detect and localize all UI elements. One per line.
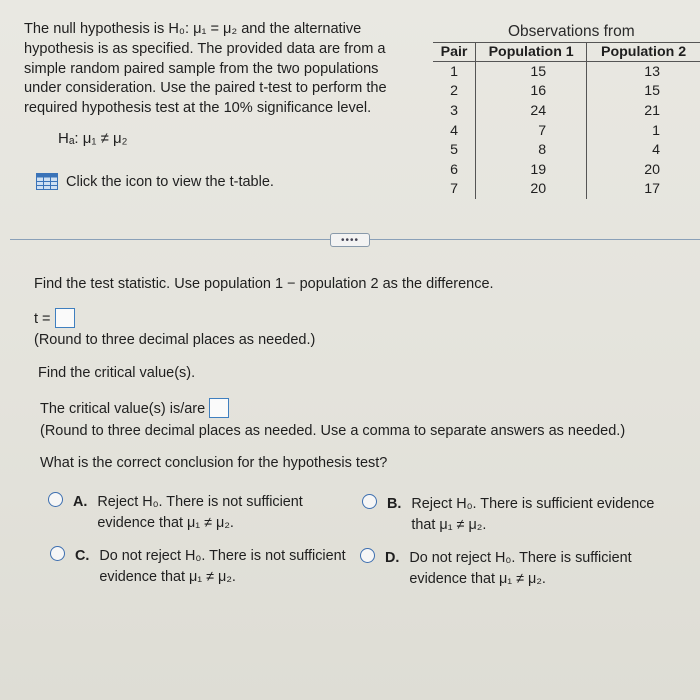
choice-text: evidence that μ₁ ≠ μ₂. xyxy=(409,571,546,587)
choice-a[interactable] xyxy=(48,492,317,534)
table-cell: 4 xyxy=(652,142,660,159)
column-header: Population 1 xyxy=(476,43,587,62)
critical-answer-input[interactable] xyxy=(209,398,229,418)
table-caption: Observations from xyxy=(508,23,635,40)
choice-letter: A. xyxy=(73,494,88,510)
choice-letter: C. xyxy=(75,548,90,564)
radio-button[interactable] xyxy=(362,494,377,509)
table-row xyxy=(433,101,700,121)
critical-prompt: Find the critical value(s). xyxy=(38,365,196,381)
table-cell: 13 xyxy=(644,63,660,80)
table-cell: 8 xyxy=(476,140,587,160)
intro-line: hypothesis is as specified. The provided data are from a xyxy=(24,40,386,57)
table-cell: 4 xyxy=(433,121,476,141)
intro-line: under consideration. Use the paired t-test to perform the xyxy=(24,80,387,97)
table-cell: 5 xyxy=(433,140,476,160)
ttable-link[interactable] xyxy=(36,173,274,190)
expand-button[interactable]: •••• xyxy=(330,233,370,247)
t-answer-row xyxy=(34,308,75,328)
table-cell: 3 xyxy=(433,101,476,121)
table-cell: 17 xyxy=(644,181,660,198)
choice-d[interactable] xyxy=(360,548,669,590)
choice-b[interactable] xyxy=(362,494,681,536)
conclusion-prompt: What is the correct conclusion for the hypothesis test? xyxy=(40,455,388,471)
table-cell: 19 xyxy=(476,160,587,180)
intro-line: simple random paired sample from the two populations xyxy=(24,60,379,77)
intro-line: The null hypothesis is H₀: μ₁ = μ₂ and the alternative xyxy=(24,21,362,37)
observations-table xyxy=(433,42,700,199)
table-cell: 20 xyxy=(476,180,587,200)
choice-letter: D. xyxy=(385,550,400,566)
table-cell: 1 xyxy=(652,122,660,139)
choice-text: that μ₁ ≠ μ₂. xyxy=(411,517,487,533)
table-cell: 16 xyxy=(476,82,587,102)
choice-text: Do not reject H₀. There is not sufficient xyxy=(99,548,346,564)
t-answer-input[interactable] xyxy=(55,308,75,328)
table-cell: 15 xyxy=(476,62,587,82)
t-note: (Round to three decimal places as needed.) xyxy=(34,332,316,348)
column-header: Population 2 xyxy=(587,43,700,62)
choice-letter: B. xyxy=(387,496,402,512)
table-row xyxy=(433,82,700,102)
choice-text: Reject H₀. There is sufficient evidence xyxy=(411,496,655,512)
radio-button[interactable] xyxy=(48,492,63,507)
table-row xyxy=(433,140,700,160)
table-icon[interactable] xyxy=(36,173,58,190)
radio-button[interactable] xyxy=(360,548,375,563)
choice-text: evidence that μ₁ ≠ μ₂. xyxy=(97,515,234,531)
choice-text: evidence that μ₁ ≠ μ₂. xyxy=(99,569,236,585)
table-row xyxy=(433,180,700,200)
table-row xyxy=(433,160,700,180)
table-cell: 24 xyxy=(476,101,587,121)
table-header-row xyxy=(433,43,700,62)
table-row xyxy=(433,121,700,141)
test-stat-prompt: Find the test statistic. Use population 1 − population 2 as the difference. xyxy=(34,276,494,292)
choice-text: Reject H₀. There is not sufficient xyxy=(97,494,303,510)
table-row xyxy=(433,62,700,82)
table-cell: 1 xyxy=(433,62,476,82)
choice-c[interactable] xyxy=(50,546,359,588)
critical-label: The critical value(s) is/are xyxy=(40,401,206,417)
critical-answer-row xyxy=(40,398,229,418)
table-cell: 7 xyxy=(433,180,476,200)
table-cell: 2 xyxy=(433,82,476,102)
intro-line: required hypothesis test at the 10% significance level. xyxy=(24,100,372,117)
table-cell: 21 xyxy=(644,102,660,119)
problem-statement xyxy=(24,20,429,119)
column-header: Pair xyxy=(433,43,476,62)
radio-button[interactable] xyxy=(50,546,65,561)
table-cell: 20 xyxy=(644,161,660,178)
table-cell: 6 xyxy=(433,160,476,180)
table-cell: 7 xyxy=(476,121,587,141)
alternative-hypothesis: Hₐ: μ₁ ≠ μ₂ xyxy=(58,130,128,147)
choice-text: Do not reject H₀. There is sufficient xyxy=(409,550,632,566)
table-cell: 15 xyxy=(644,83,660,100)
t-label: t = xyxy=(34,311,51,327)
critical-note: (Round to three decimal places as needed. Use a comma to separate answers as needed.) xyxy=(40,423,626,439)
ttable-link-label[interactable]: Click the icon to view the t-table. xyxy=(66,173,274,190)
